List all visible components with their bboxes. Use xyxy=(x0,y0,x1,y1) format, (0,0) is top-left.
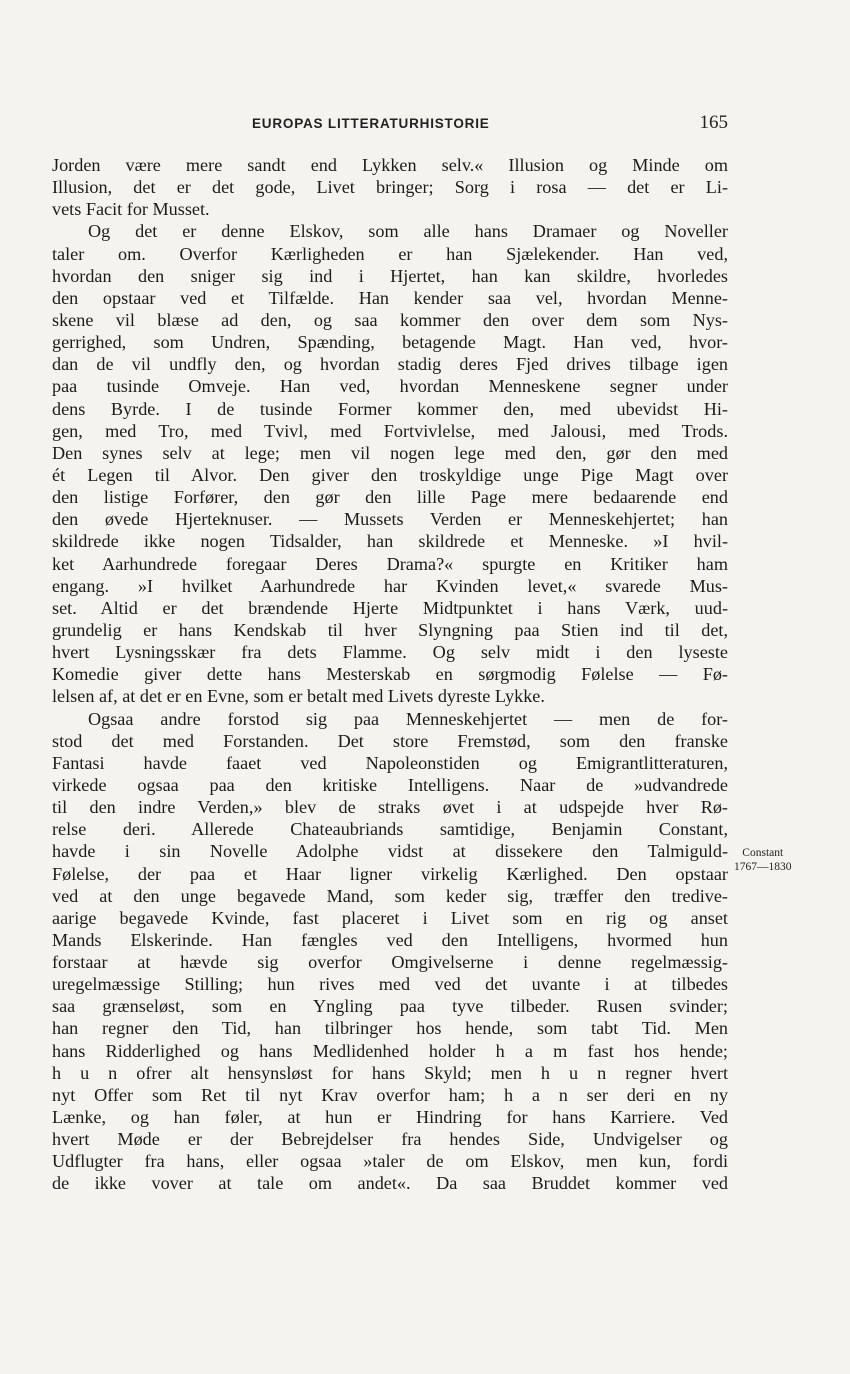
text-line: Ogsaa andre forstod sig paa Menneskehjertet — men de for- xyxy=(88,708,728,729)
text-line: grundelig er hans Kendskab til hver Slyngning paa Stien ind til det, xyxy=(52,619,728,640)
text-line: Jorden være mere sandt end Lykken selv.« Illusion og Minde om xyxy=(52,155,728,175)
text-line: aarige begavede Kvinde, fast placeret i Livet som en rig og anset xyxy=(52,907,728,928)
text-line: han regner den Tid, han tilbringer hos hende, som tabt Tid. Men xyxy=(52,1018,728,1039)
body-text xyxy=(52,154,728,1195)
text-line: den opstaar ved et Tilfælde. Han kender saa vel, hvordan Menne- xyxy=(52,287,728,308)
text-line: uregelmæssige Stilling; hun rives med ved det uvante i at tilbedes xyxy=(52,974,728,995)
text-line: ket Aarhundrede foregaar Deres Drama?« spurgte en Kritiker ham xyxy=(52,553,728,574)
page-number: 165 xyxy=(699,112,728,133)
text-line: Mands Elskerinde. Han fængles ved den Intelligens, hvormed hun xyxy=(52,929,728,950)
text-line: ved at den unge begavede Mand, som keder sig, træffer den tredive- xyxy=(52,885,728,906)
text-line: skildrede ikke nogen Tidsalder, han skildrede et Menneske. »I hvil- xyxy=(52,531,728,552)
text-line: engang. »I hvilket Aarhundrede har Kvinden levet,« svarede Mus- xyxy=(52,575,728,596)
text-line: ét Legen til Alvor. Den giver den troskyldige unge Pige Magt over xyxy=(52,464,728,485)
text-line: havde i sin Novelle Adolphe vidst at dissekere den Talmiguld- xyxy=(52,841,728,862)
text-line: Og det er denne Elskov, som alle hans Dramaer og Noveller xyxy=(88,221,728,242)
text-line: de ikke vover at tale om andet«. Da saa Bruddet kommer ved xyxy=(52,1173,728,1194)
text-line: dens Byrde. I de tusinde Former kommer den, med ubevidst Hi- xyxy=(52,398,728,419)
text-line: gerrighed, som Undren, Spænding, betagende Magt. Han ved, hvor- xyxy=(52,332,728,353)
text-line: den listige Forfører, den gør den lille Page mere bedaarende end xyxy=(52,487,728,508)
text-line: forstaar at hævde sig overfor Omgivelserne i denne regelmæssig- xyxy=(52,952,728,973)
text-line: Komedie giver dette hans Mesterskab en sørgmodig Følelse — Fø- xyxy=(52,664,728,685)
text-line: nyt Offer som Ret til nyt Krav overfor ham; h a n ser deri en ny xyxy=(52,1084,728,1105)
text-line: til den indre Verden,» blev de straks øvet i at udspejde hver Rø- xyxy=(52,797,728,818)
text-line: taler om. Overfor Kærligheden er han Sjælekender. Han ved, xyxy=(52,243,728,264)
text-line: paa tusinde Omveje. Han ved, hvordan Menneskene segner under xyxy=(52,376,728,397)
text-line: saa grænseløst, som en Yngling paa tyve tilbeder. Rusen svinder; xyxy=(52,996,728,1017)
running-header xyxy=(52,112,728,140)
text-line: hvert Møde er der Bebrejdelser fra hendes Side, Undvigelser og xyxy=(52,1129,728,1150)
text-line: skene vil blæse ad den, og saa kommer den over dem som Nys- xyxy=(52,309,728,330)
text-line: gen, med Tro, med Tvivl, med Fortvivlelse, med Jalousi, med Trods. xyxy=(52,420,728,441)
text-line: Fantasi havde faaet ved Napoleonstiden og Emigrantlitteraturen, xyxy=(52,752,728,773)
text-line: Lænke, og han føler, at hun er Hindring for hans Karriere. Ved xyxy=(52,1107,728,1128)
text-line: hans Ridderlighed og hans Medlidenhed holder h a m fast hos hende; xyxy=(52,1040,728,1061)
text-line: Illusion, det er det gode, Livet bringer; Sorg i rosa — det er Li- xyxy=(52,177,728,198)
text-line: Udflugter fra hans, eller ogsaa »taler de om Elskov, men kun, fordi xyxy=(52,1151,728,1172)
text-line: dan de vil undfly den, og hvordan stadig deres Fjed drives tilbage igen xyxy=(52,354,728,375)
margin-note-name: Constant xyxy=(742,847,784,859)
text-line: virkede ogsaa paa den kritiske Intelligens. Naar de »udvandrede xyxy=(52,774,728,795)
text-line: h u n ofrer alt hensynsløst for hans Skyld; men h u n regner hvert xyxy=(52,1062,728,1083)
text-line: hvordan den sniger sig ind i Hjertet, han kan skildre, hvorledes xyxy=(52,265,728,286)
text-line: relse deri. Allerede Chateaubriands samtidige, Benjamin Constant, xyxy=(52,819,728,840)
running-title: EUROPAS LITTERATURHISTORIE xyxy=(252,116,490,131)
text-line: set. Altid er det brændende Hjerte Midtpunktet i hans Værk, uud- xyxy=(52,597,728,618)
margin-note xyxy=(734,846,792,874)
margin-note-years: 1767—1830 xyxy=(734,861,792,873)
text-line: hvert Lysningsskær fra dets Flamme. Og selv midt i den lyseste xyxy=(52,642,728,663)
text-line: stod det med Forstanden. Det store Fremstød, som den franske xyxy=(52,730,728,751)
text-line: Følelse, der paa et Haar ligner virkelig Kærlighed. Den opstaar xyxy=(52,863,728,884)
text-line: Den synes selv at lege; men vil nogen lege med den, gør den med xyxy=(52,442,728,463)
text-line: den øvede Hjerteknuser. — Mussets Verden er Menneskehjertet; han xyxy=(52,509,728,530)
text-line: vets Facit for Musset. xyxy=(52,199,210,220)
text-line: lelsen af, at det er en Evne, som er betalt med Livets dyreste Lykke. xyxy=(52,686,545,707)
